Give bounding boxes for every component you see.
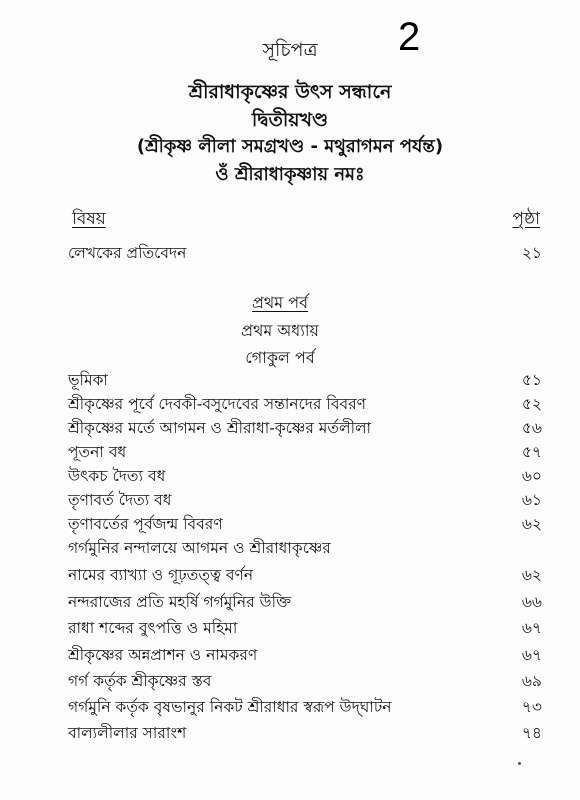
toc-entry-label: গর্গ কর্তৃক শ্রীকৃষ্ণের স্তব bbox=[68, 672, 212, 690]
toc-entry bbox=[68, 721, 542, 745]
toc-entry-label: গর্গমুনির নন্দালয়ে আগমন ও শ্রীরাধাকৃষ্ণের bbox=[68, 539, 331, 557]
toc-entry-page: ৬৭ bbox=[521, 619, 542, 637]
toc-entry-page: ৬৭ bbox=[521, 646, 542, 664]
subject-column-header: বিষয় bbox=[72, 209, 106, 229]
book-subtitle: (শ্রীকৃষ্ণ লীলা সমগ্রখণ্ড - মথুরাগমন পর্যন্ত) bbox=[136, 136, 444, 157]
toc-entry-label: উৎকচ দৈত্য বধ bbox=[68, 467, 166, 485]
toc-entry-label: শ্রীকৃষ্ণের মর্তে আগমন ও শ্রীরাধা-কৃষ্ণের মর্তলীলা bbox=[68, 419, 372, 437]
toc-entry-label: তৃণাবর্তের পূর্বজন্ম বিবরণ bbox=[68, 515, 223, 533]
toc-entry-page: ৭৪ bbox=[521, 724, 542, 742]
toc-entry-label: লেখকের প্রতিবেদন bbox=[68, 244, 187, 262]
toc-entry bbox=[68, 512, 542, 536]
toc-entry-page: ৫২ bbox=[521, 395, 542, 413]
toc-entry bbox=[68, 669, 542, 693]
book-title: শ্রীরাধাকৃষ্ণের উৎস সন্ধানে bbox=[188, 81, 392, 103]
toc-entry-label: শ্রীকৃষ্ণের অন্নপ্রাশন ও নামকরণ bbox=[68, 646, 258, 664]
chapter-heading: প্রথম অধ্যায় bbox=[241, 321, 319, 340]
toc-entry bbox=[68, 416, 542, 440]
toc-title: সূচিপত্র bbox=[262, 39, 318, 61]
toc-entry-label: নামের ব্যাখ্যা ও গূঢ়তত্ত্ব বর্ণন bbox=[68, 566, 254, 584]
toc-entry bbox=[68, 392, 542, 416]
toc-entry bbox=[68, 536, 542, 560]
toc-entry-page: ৭৩ bbox=[521, 698, 542, 716]
page-number: 2 bbox=[398, 15, 421, 59]
toc-entry-page: ৬৬ bbox=[521, 593, 542, 611]
toc-entry-page: ৫৭ bbox=[521, 443, 542, 461]
toc-entry-page: ৬১ bbox=[521, 491, 542, 509]
toc-entry-page: ৬২ bbox=[521, 515, 542, 533]
toc-entry bbox=[68, 695, 542, 719]
toc-entry-label: নন্দরাজের প্রতি মহর্ষি গর্গমুনির উক্তি bbox=[68, 593, 292, 611]
toc-entry bbox=[68, 643, 542, 667]
toc-entry-page: ৬০ bbox=[521, 467, 542, 485]
toc-entry-page: ২১ bbox=[521, 244, 542, 262]
toc-entry-page: ৬২ bbox=[521, 566, 542, 584]
toc-entry-label: গর্গমুনি কর্তৃক বৃষভানুর নিকট শ্রীরাধার স্বরূপ উদ্‌ঘাটন bbox=[68, 698, 392, 716]
toc-entry bbox=[68, 368, 542, 392]
paper-speck bbox=[518, 762, 521, 765]
toc-entry-label: শ্রীকৃষ্ণের পূর্বে দেবকী-বসুদেবের সন্তানদের বিবরণ bbox=[68, 395, 366, 413]
toc-entry-label: বাল্যলীলার সারাংশ bbox=[68, 724, 187, 742]
page-column-header: পৃষ্ঠা bbox=[512, 209, 540, 229]
invocation: ওঁ শ্রীরাধাকৃষ্ণায় নমঃ bbox=[215, 164, 365, 185]
book-part: দ্বিতীয়খণ্ড bbox=[251, 109, 329, 131]
toc-entry bbox=[68, 440, 542, 464]
section-heading: গোকুল পর্ব bbox=[245, 348, 315, 367]
toc-entry-label: তৃণাবর্ত দৈত্য বধ bbox=[68, 491, 172, 509]
toc-entry bbox=[68, 488, 542, 512]
toc-entry bbox=[68, 590, 542, 614]
toc-entry-page: ৫১ bbox=[521, 371, 542, 389]
toc-entry-label: রাধা শব্দের বুৎপত্তি ও মহিমা bbox=[68, 619, 238, 637]
toc-entry-label: ভূমিকা bbox=[68, 371, 108, 389]
toc-entry-label: পূতনা বধ bbox=[68, 443, 127, 461]
toc-entry-preface bbox=[68, 241, 542, 265]
toc-entry-page: ৬৯ bbox=[521, 672, 542, 690]
part-heading: প্রথম পর্ব bbox=[251, 293, 309, 312]
toc-entry bbox=[68, 464, 542, 488]
toc-entry bbox=[68, 616, 542, 640]
toc-entry-page: ৫৬ bbox=[521, 419, 542, 437]
toc-entry bbox=[68, 563, 542, 587]
